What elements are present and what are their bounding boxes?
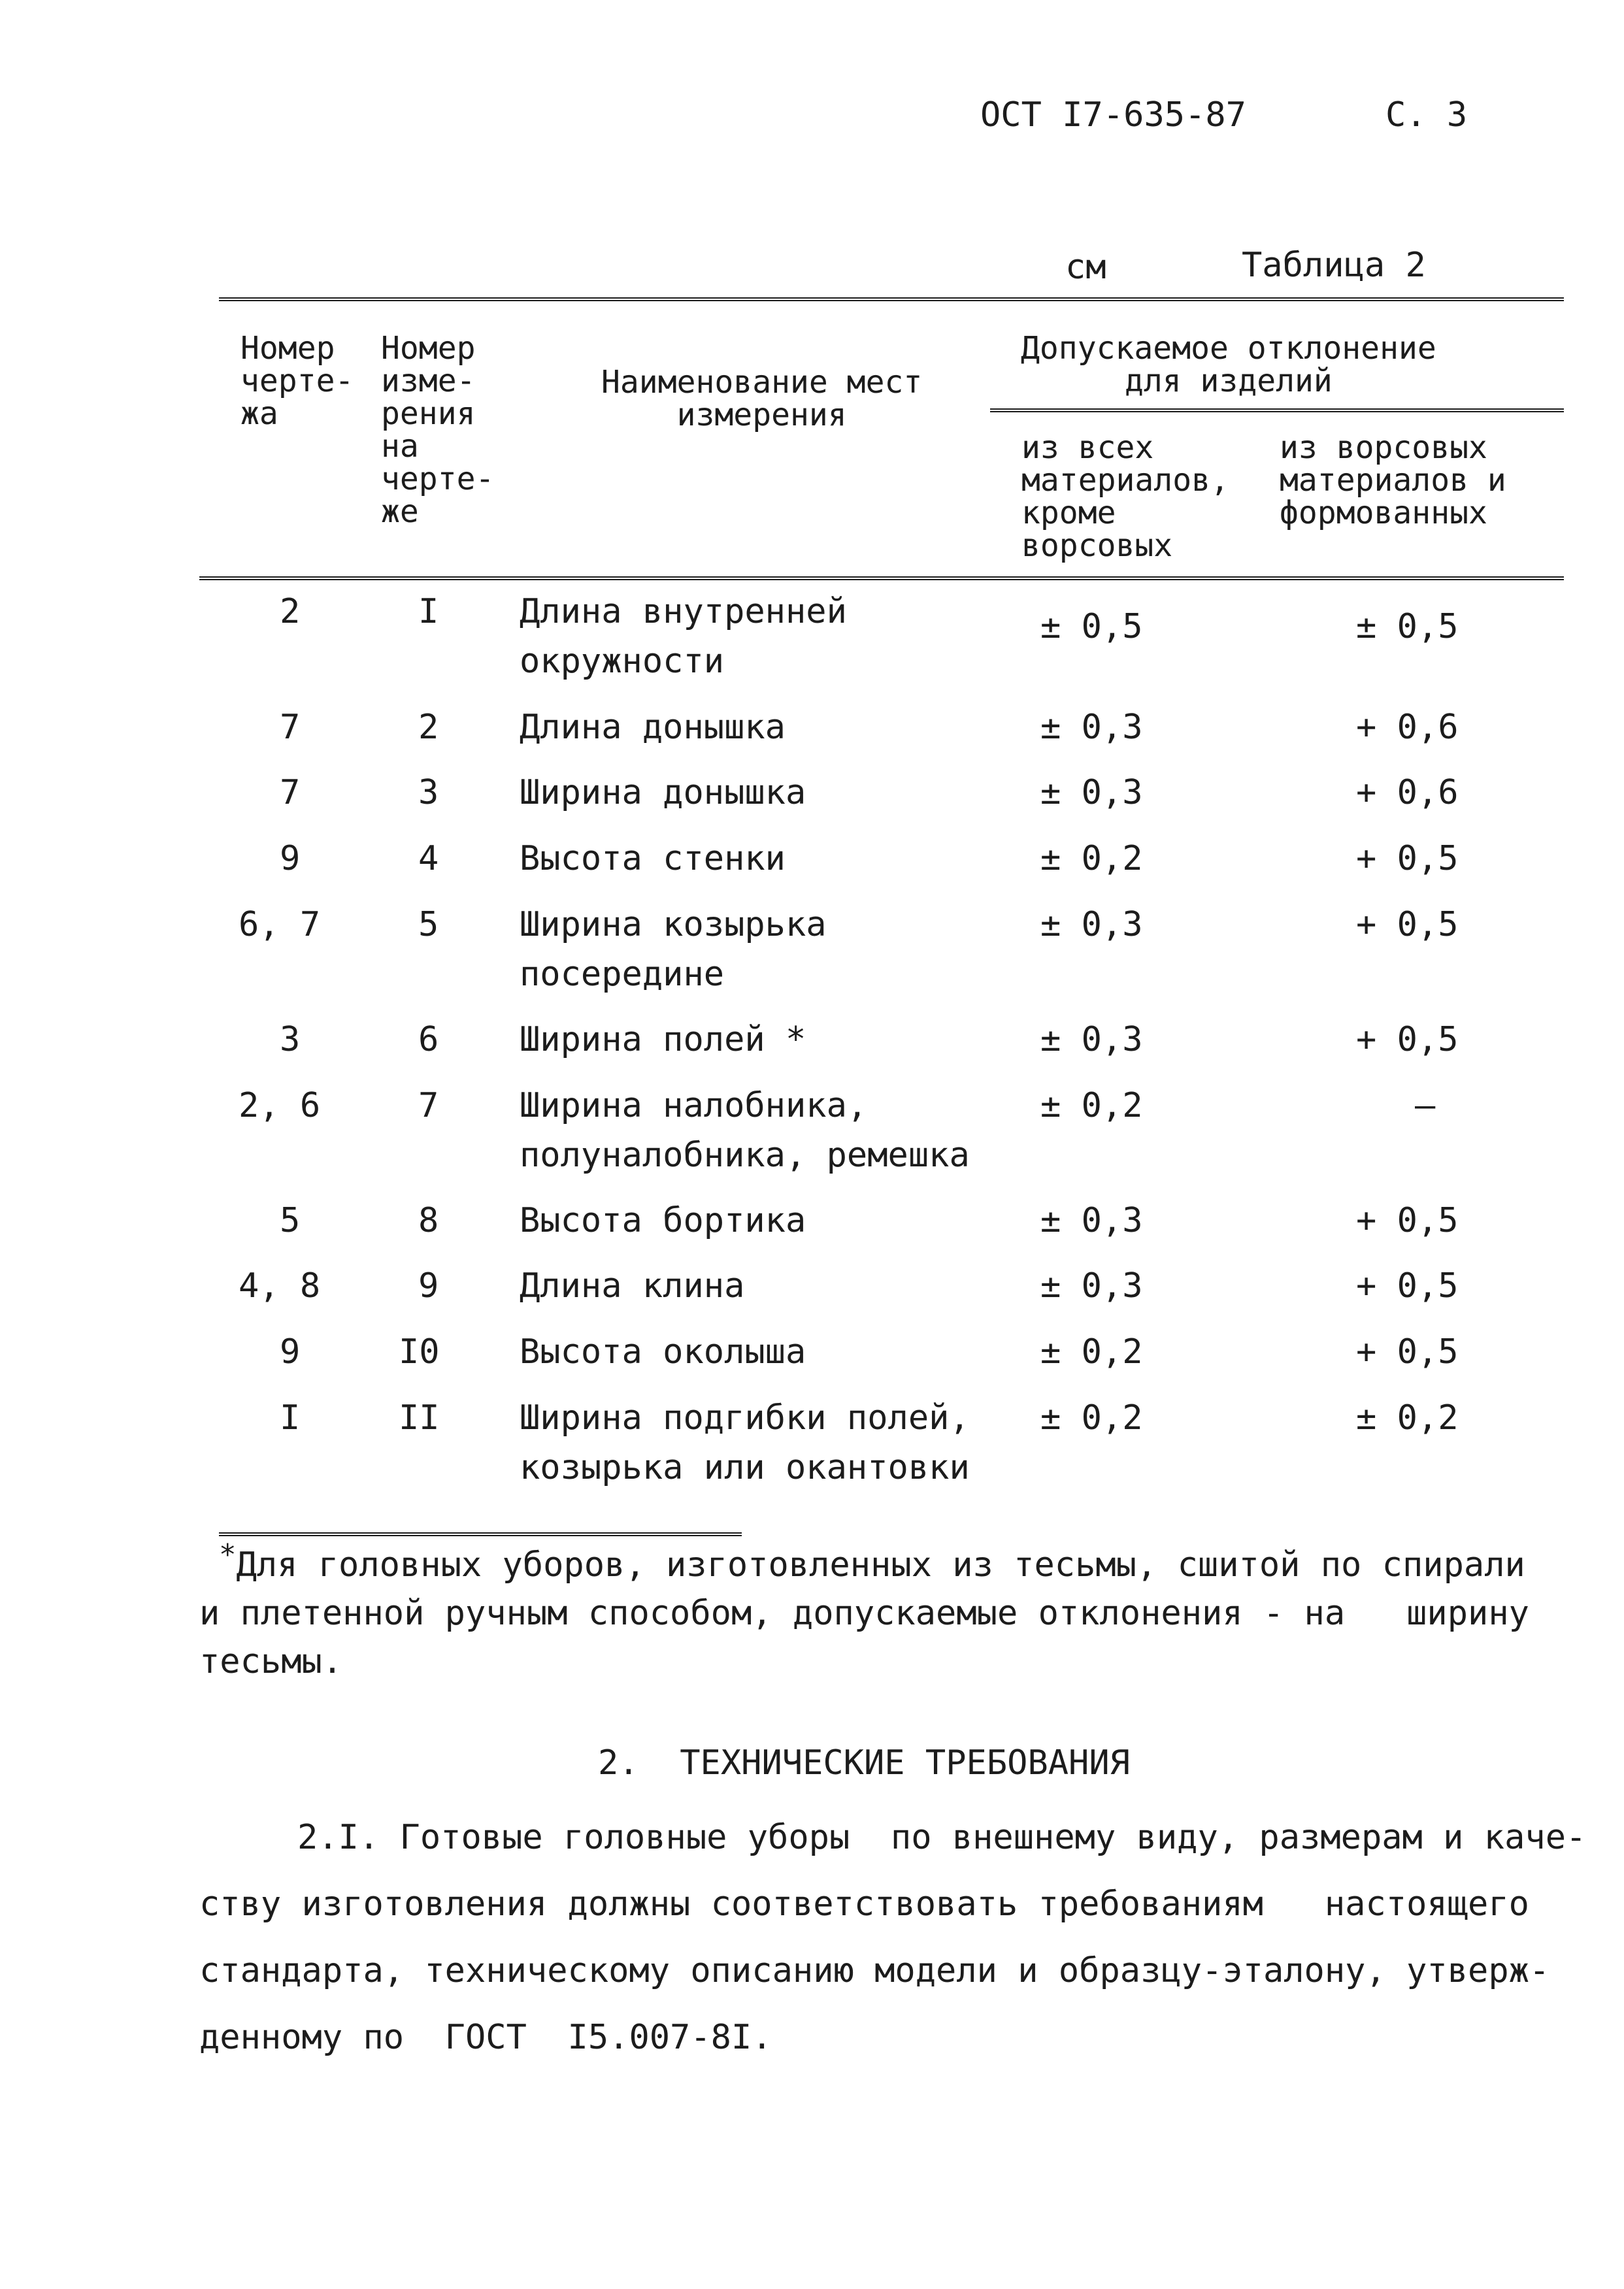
cell-name: Длина внутренней окружности <box>520 592 847 681</box>
cell-measure: 8 <box>418 1201 439 1240</box>
cell-drawing: I <box>280 1398 301 1438</box>
cell-dev-all: ± 0,5 <box>1040 607 1143 646</box>
cell-name: Ширина полей * <box>520 1020 806 1059</box>
cell-drawing: 3 <box>280 1020 301 1059</box>
cell-dev-all: ± 0,3 <box>1040 708 1143 747</box>
cell-name: Высота околыша <box>520 1332 806 1372</box>
table-caption: Таблица 2 <box>1242 246 1426 285</box>
cell-dev-pile: + 0,5 <box>1356 1201 1459 1240</box>
header-pile-materials: из ворсовых материалов и формованных <box>1280 429 1506 531</box>
deviation-header-rule <box>990 408 1564 412</box>
cell-measure: 4 <box>418 839 439 878</box>
cell-dev-pile: + 0,5 <box>1356 1332 1459 1372</box>
cell-dev-all: ± 0,2 <box>1040 1086 1143 1125</box>
cell-dev-pile: – <box>1415 1086 1436 1125</box>
header-place-name: Наименование мест измерения <box>601 364 923 433</box>
table-top-rule <box>219 297 1564 301</box>
cell-drawing: 2, 6 <box>239 1086 321 1125</box>
table-header-bottom-rule <box>199 576 1564 580</box>
cell-drawing: 2 <box>280 592 301 631</box>
cell-dev-pile: + 0,5 <box>1356 1266 1459 1306</box>
cell-drawing: 9 <box>280 839 301 878</box>
paragraph-line-4: денному по ГОСТ I5.007-8I. <box>199 2018 772 2057</box>
page-number: С. 3 <box>1385 95 1468 135</box>
cell-dev-all: ± 0,2 <box>1040 1398 1143 1438</box>
cell-measure: 3 <box>418 773 439 812</box>
header-measure-number: Номер изме- рения на черте- же <box>381 330 495 530</box>
header-all-materials: из всех материалов, кроме ворсовых <box>1021 429 1229 564</box>
cell-measure: 2 <box>418 708 439 747</box>
cell-name: Ширина козырька посередине <box>520 905 827 994</box>
footnote-marker: * <box>219 1538 237 1572</box>
cell-dev-all: ± 0,3 <box>1040 1020 1143 1059</box>
cell-measure: 9 <box>418 1266 439 1306</box>
cell-measure: 7 <box>418 1086 439 1125</box>
cell-measure: I0 <box>399 1332 440 1372</box>
footnote-line-2: и плетенной ручным способом, допускаемые отклонения - на ширину <box>199 1594 1529 1633</box>
cell-dev-all: ± 0,3 <box>1040 773 1143 812</box>
cell-name: Высота стенки <box>520 839 786 878</box>
footnote-text: Для головных уборов, изготовленных из тесьмы, сшитой по спирали <box>236 1545 1525 1585</box>
paragraph-line-3: стандарта, техническому описанию модели и образцу-эталону, утверж- <box>199 1951 1550 1990</box>
cell-dev-pile: ± 0,5 <box>1356 607 1459 646</box>
header-deviation: Допускаемое отклонение для изделий <box>1021 330 1436 399</box>
cell-dev-all: ± 0,3 <box>1040 1201 1143 1240</box>
cell-name: Ширина донышка <box>520 773 806 812</box>
cell-dev-pile: + 0,6 <box>1356 773 1459 812</box>
cell-dev-pile: + 0,5 <box>1356 905 1459 944</box>
cell-dev-all: ± 0,3 <box>1040 1266 1143 1306</box>
cell-drawing: 7 <box>280 708 301 747</box>
cell-name: Ширина налобника, полуналобника, ремешка <box>520 1086 970 1175</box>
cell-dev-pile: + 0,5 <box>1356 839 1459 878</box>
cell-name: Длина клина <box>520 1266 745 1306</box>
cell-drawing: 5 <box>280 1201 301 1240</box>
paragraph-line-2: ству изготовления должны соответствовать требованиям настоящего <box>199 1885 1529 1924</box>
cell-name: Ширина подгибки полей, козырька или окантовки <box>520 1398 970 1487</box>
header-drawing-number: Номер черте- жа <box>240 330 354 432</box>
cell-drawing: 7 <box>280 773 301 812</box>
cell-measure: 5 <box>418 905 439 944</box>
footnote-line-1 <box>219 1538 1525 1591</box>
cell-measure: II <box>399 1398 440 1438</box>
section-title: 2. ТЕХНИЧЕСКИЕ ТРЕБОВАНИЯ <box>598 1743 1130 1783</box>
cell-dev-pile: + 0,5 <box>1356 1020 1459 1059</box>
cell-dev-all: ± 0,2 <box>1040 1332 1143 1372</box>
cell-dev-all: ± 0,3 <box>1040 905 1143 944</box>
cell-drawing: 6, 7 <box>239 905 321 944</box>
cell-name: Длина донышка <box>520 708 786 747</box>
footnote-rule <box>219 1532 742 1536</box>
table-unit: см <box>1065 248 1106 287</box>
cell-measure: I <box>418 592 439 631</box>
cell-name: Высота бортика <box>520 1201 806 1240</box>
cell-dev-all: ± 0,2 <box>1040 839 1143 878</box>
cell-drawing: 4, 8 <box>239 1266 321 1306</box>
footnote-line-3: тесьмы. <box>199 1642 343 1681</box>
standard-number: ОСТ I7-635-87 <box>980 95 1246 135</box>
cell-dev-pile: ± 0,2 <box>1356 1398 1459 1438</box>
cell-dev-pile: + 0,6 <box>1356 708 1459 747</box>
cell-measure: 6 <box>418 1020 439 1059</box>
cell-drawing: 9 <box>280 1332 301 1372</box>
paragraph-line-1: 2.I. Готовые головные уборы по внешнему виду, размерам и каче- <box>297 1818 1587 1857</box>
